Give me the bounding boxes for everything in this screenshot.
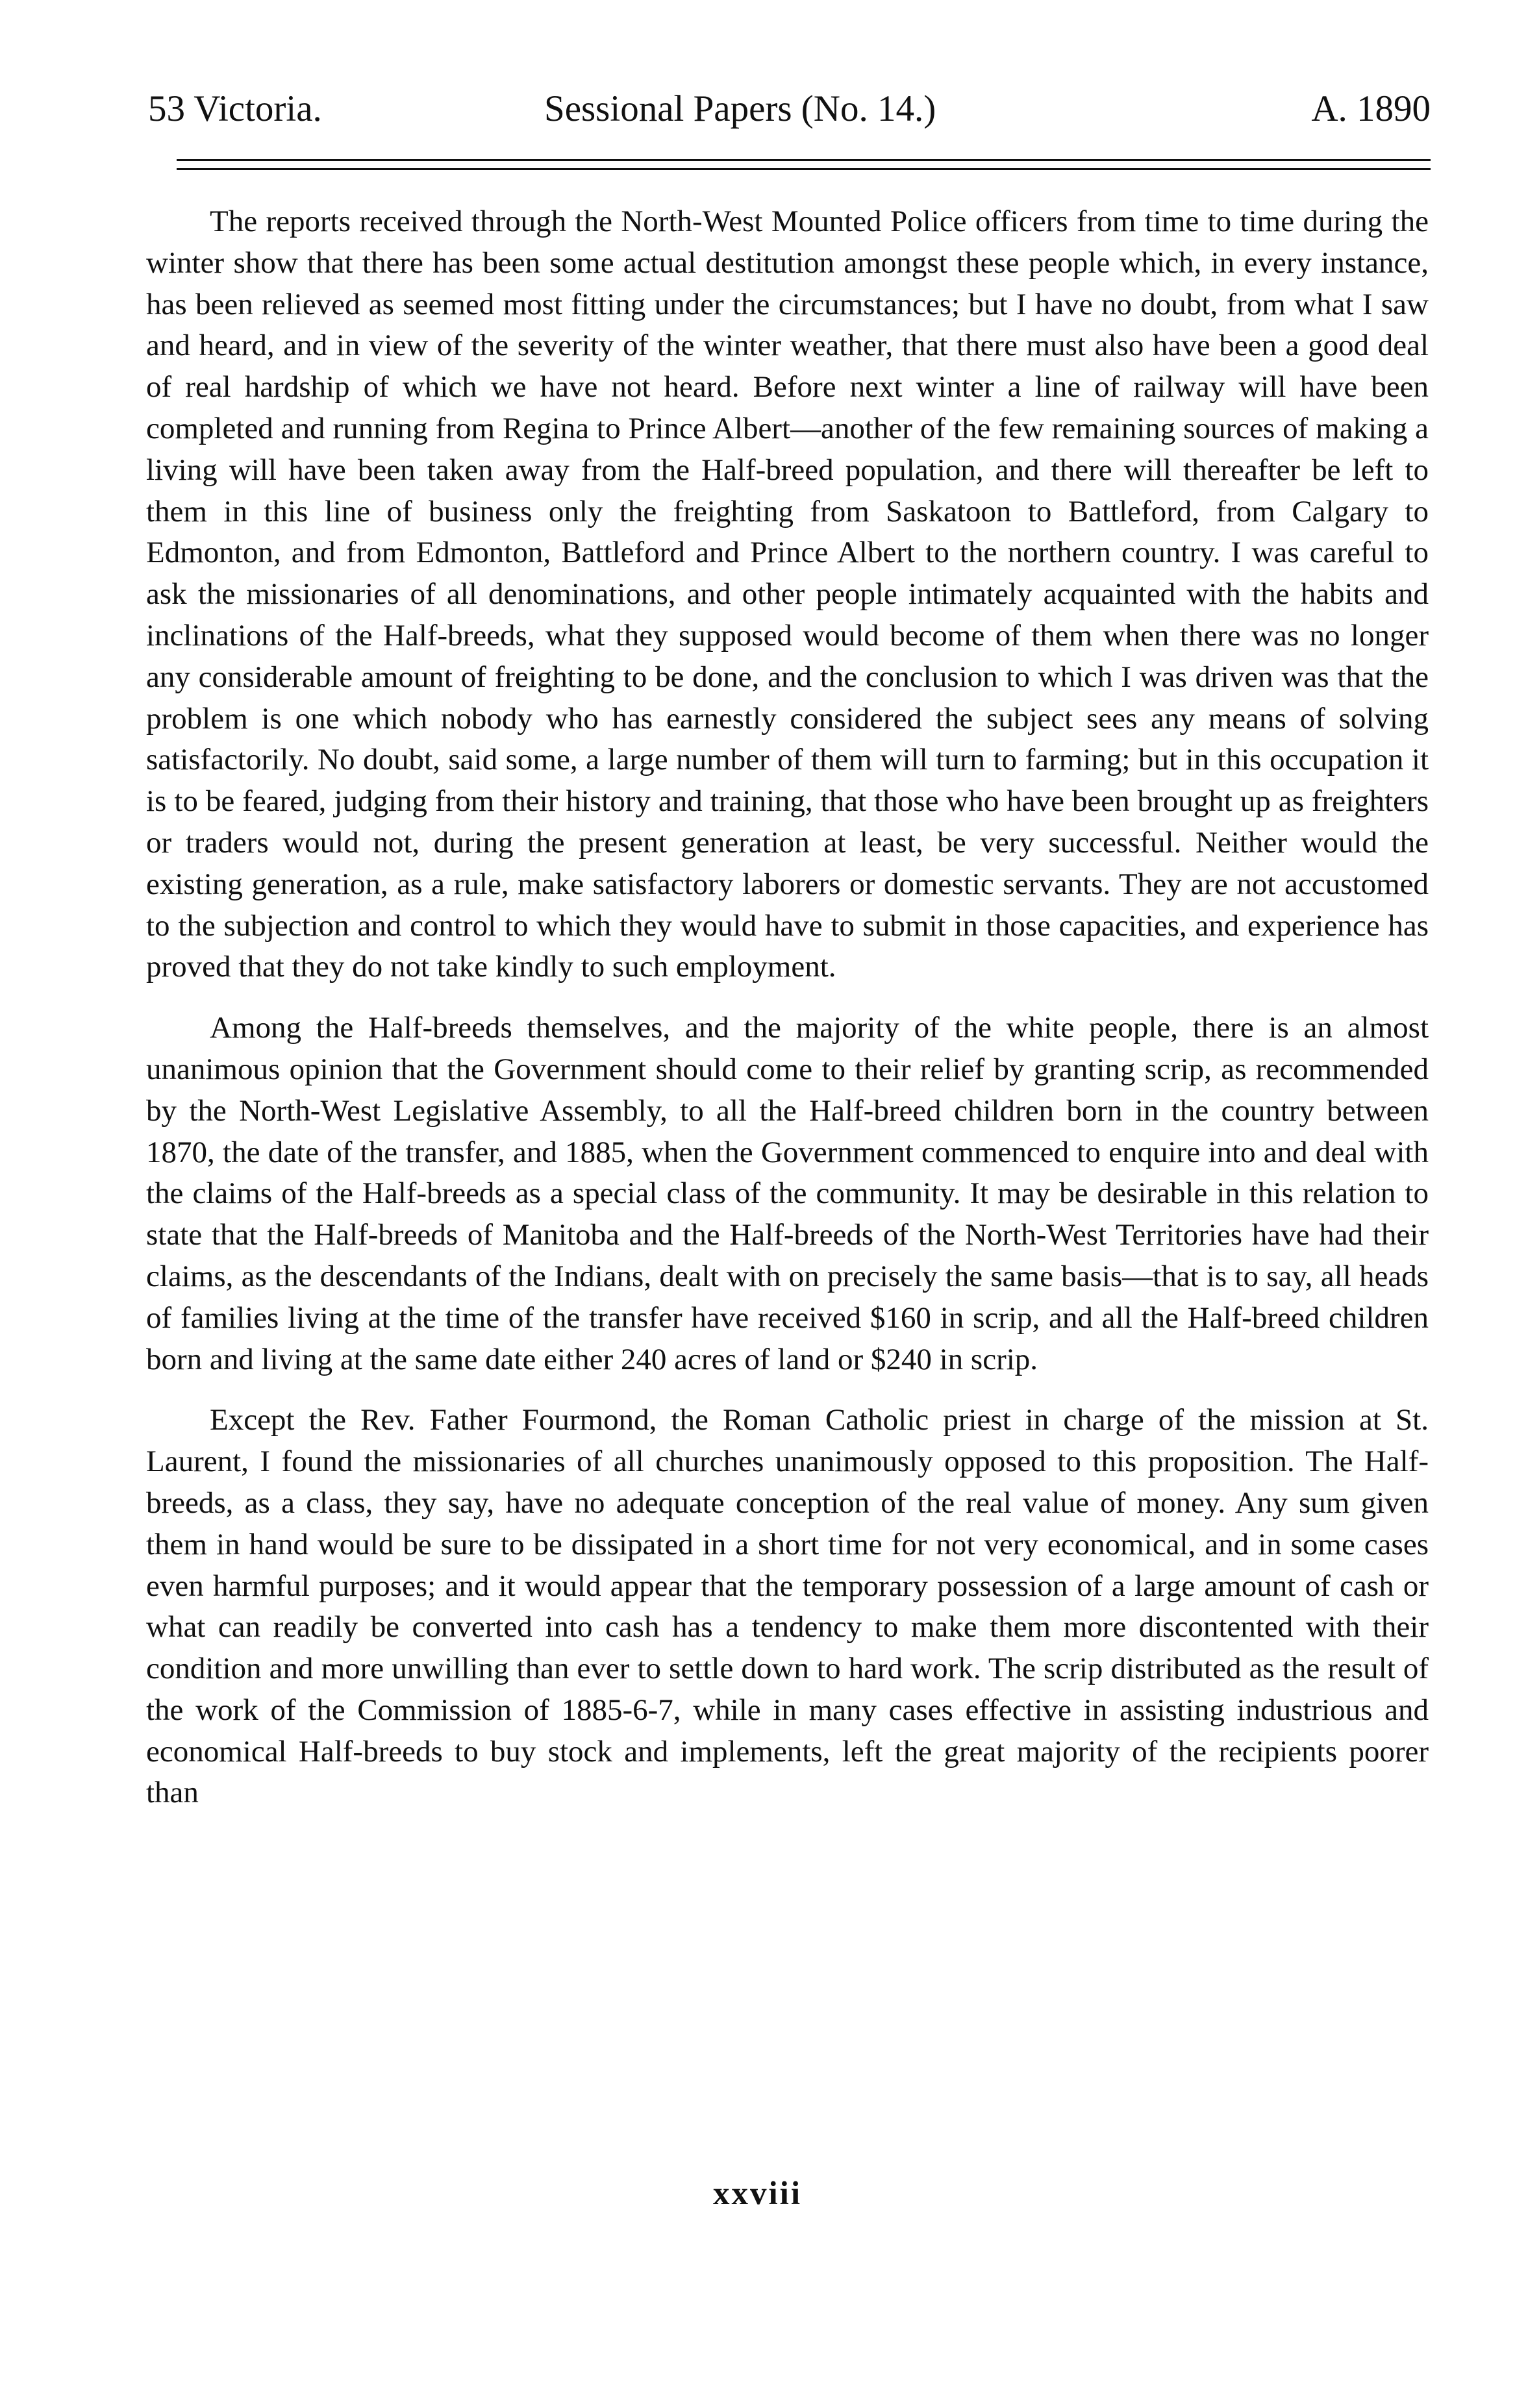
header-rule-top bbox=[177, 159, 1431, 161]
paragraph-2: Among the Half-breeds themselves, and the majority of the white people, there is an almost unanimous opinion that the Government should come to their relief by granting scrip, as recommended by the North-West Legislative Assembly, to all the Half-breed children born in the country between 1870, the date of the transfer, and 1885, when the Government commenced to enquire into and deal with the claims of the Half-breeds as a special class of the community. It may be desirable in this relation to state that the Half-breeds of Manitoba and the Half-breeds of the North-West Territories have had their claims, as the descendants of the Indians, dealt with on precisely the same basis—that is to say, all heads of families living at the time of the transfer have received $160 in scrip, and all the Half-breed children born and living at the same date either 240 acres of land or $240 in scrip. bbox=[146, 1011, 1429, 1376]
header-rule-bottom bbox=[177, 168, 1431, 170]
running-header bbox=[148, 83, 1431, 135]
paragraph-3: Except the Rev. Father Fourmond, the Roman Catholic priest in charge of the mission at St. Laurent, I found the missionaries of all churches unanimously opposed to this proposition. The Half-breeds, as a class, they say, have no adequate conception of the real value of money. Any sum given them in hand would be sure to be dissipated in a short time for not very economical, and in some cases even harmful purposes; and it would appear that the temporary possession of a large amount of cash or what can readily be converted into cash has a tendency to make them more discontented with their condition and more unwilling than ever to settle down to hard work. The scrip distributed as the result of the work of the Commission of 1885-6-7, while in many cases effective in assisting industrious and economical Half-breeds to buy stock and implements, left the great majority of the recipients poorer than bbox=[146, 1403, 1429, 1810]
page-number: xxviii bbox=[712, 2176, 802, 2212]
body-text bbox=[146, 201, 1429, 1833]
document-title: Sessional Papers (No. 14.) bbox=[544, 88, 936, 129]
paragraph-1: The reports received through the North-West Mounted Police officers from time to time during the winter show that there has been some actual destitution amongst these people which, in every instance, has been relieved as seemed most fitting under the circumstances; but I have no doubt, from what I saw and heard, and in view of the severity of the winter weather, that there must also have been a good deal of real hardship of which we have not heard. Before next winter a line of railway will have been completed and running from Regina to Prince Albert—another of the few remaining sources of making a living will have been taken away from the Half-breed population, and there will thereafter be left to them in this line of business only the freighting from Saskatoon to Battleford, from Calgary to Edmonton, and from Edmonton, Battleford and Prince Albert to the northern country. I was careful to ask the missionaries of all denominations, and other people intimately acquainted with the habits and inclinations of the Half-breeds, what they supposed would become of them when there was no longer any considerable amount of freighting to be done, and the conclusion to which I was driven was that the problem is one which nobody who has earnestly considered the subject sees any means of solving satisfactorily. No doubt, said some, a large number of them will turn to farming; but in this occupation it is to be feared, judging from their history and training, that those who have been brought up as freighters or traders would not, during the present generation at least, be very successful. Neither would the existing generation, as a rule, make satisfactory laborers or domestic servants. They are not accustomed to the subjection and control to which they would have to submit in those capacities, and experience has proved that they do not take kindly to such employment. bbox=[146, 205, 1429, 984]
session-label: 53 Victoria. bbox=[148, 88, 322, 129]
year-label: A. 1890 bbox=[1311, 88, 1431, 129]
